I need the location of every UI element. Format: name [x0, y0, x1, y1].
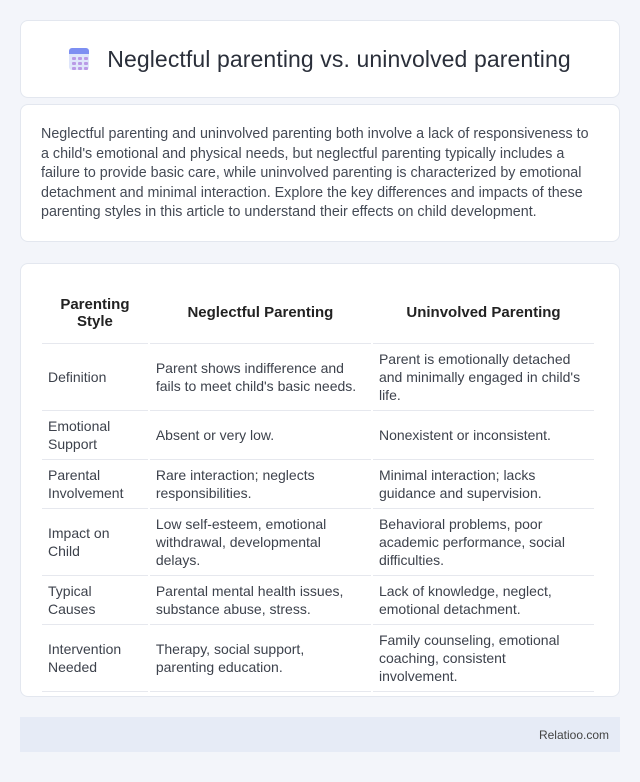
uninvolved-cell: Lack of knowledge, neglect, emotional detachment.	[373, 576, 594, 625]
neglectful-cell: Therapy, social support, parenting education.	[150, 625, 371, 692]
document-grid-icon	[69, 46, 91, 72]
row-label: Parental Involvement	[42, 460, 148, 509]
uninvolved-cell: Parent is emotionally detached and minimally engaged in child's life.	[373, 344, 594, 411]
page-title: Neglectful parenting vs. uninvolved parenting	[107, 45, 571, 72]
neglectful-cell: Rare interaction; neglects responsibilities.	[150, 460, 371, 509]
uninvolved-cell: Nonexistent or inconsistent.	[373, 411, 594, 460]
table-row	[42, 576, 594, 625]
table-row	[42, 411, 594, 460]
footer-brand-link[interactable]: Relatioo.com	[538, 727, 609, 742]
row-label: Impact on Child	[42, 509, 148, 576]
row-label: Intervention Needed	[42, 625, 148, 692]
header-neglectful-parenting: Neglectful Parenting	[150, 282, 371, 344]
table-row	[42, 509, 594, 576]
table-row	[42, 460, 594, 509]
neglectful-cell: Low self-esteem, emotional withdrawal, developmental delays.	[150, 509, 371, 576]
neglectful-cell: Parental mental health issues, substance abuse, stress.	[150, 576, 371, 625]
intro-text: Neglectful parenting and uninvolved parenting both involve a lack of responsiveness to a child's emotional and physical needs, but neglectful parenting typically includes a failure to provide basic care, while uninvolved parenting is characterized by emotional detachment and minimal interaction. Explore the key differences and impacts of these parenting styles in this article to understand their effects on child development.	[41, 126, 589, 221]
footer-bar	[20, 717, 620, 752]
row-label: Definition	[42, 344, 148, 411]
header-parenting-style: Parenting Style	[42, 282, 148, 344]
table-row	[42, 344, 594, 411]
uninvolved-cell: Behavioral problems, poor academic performance, social difficulties.	[373, 509, 594, 576]
uninvolved-cell: Minimal interaction; lacks guidance and supervision.	[373, 460, 594, 509]
row-label: Emotional Support	[42, 411, 148, 460]
uninvolved-cell: Family counseling, emotional coaching, consistent involvement.	[373, 625, 594, 692]
row-label: Typical Causes	[42, 576, 148, 625]
neglectful-cell: Absent or very low.	[150, 411, 371, 460]
table-header-row	[42, 282, 594, 344]
header-uninvolved-parenting: Uninvolved Parenting	[373, 282, 594, 344]
neglectful-cell: Parent shows indifference and fails to meet child's basic needs.	[150, 344, 371, 411]
comparison-table-card	[20, 263, 620, 697]
comparison-table	[40, 282, 596, 692]
table-row	[42, 625, 594, 692]
intro-card	[20, 104, 620, 242]
title-card	[20, 20, 620, 98]
